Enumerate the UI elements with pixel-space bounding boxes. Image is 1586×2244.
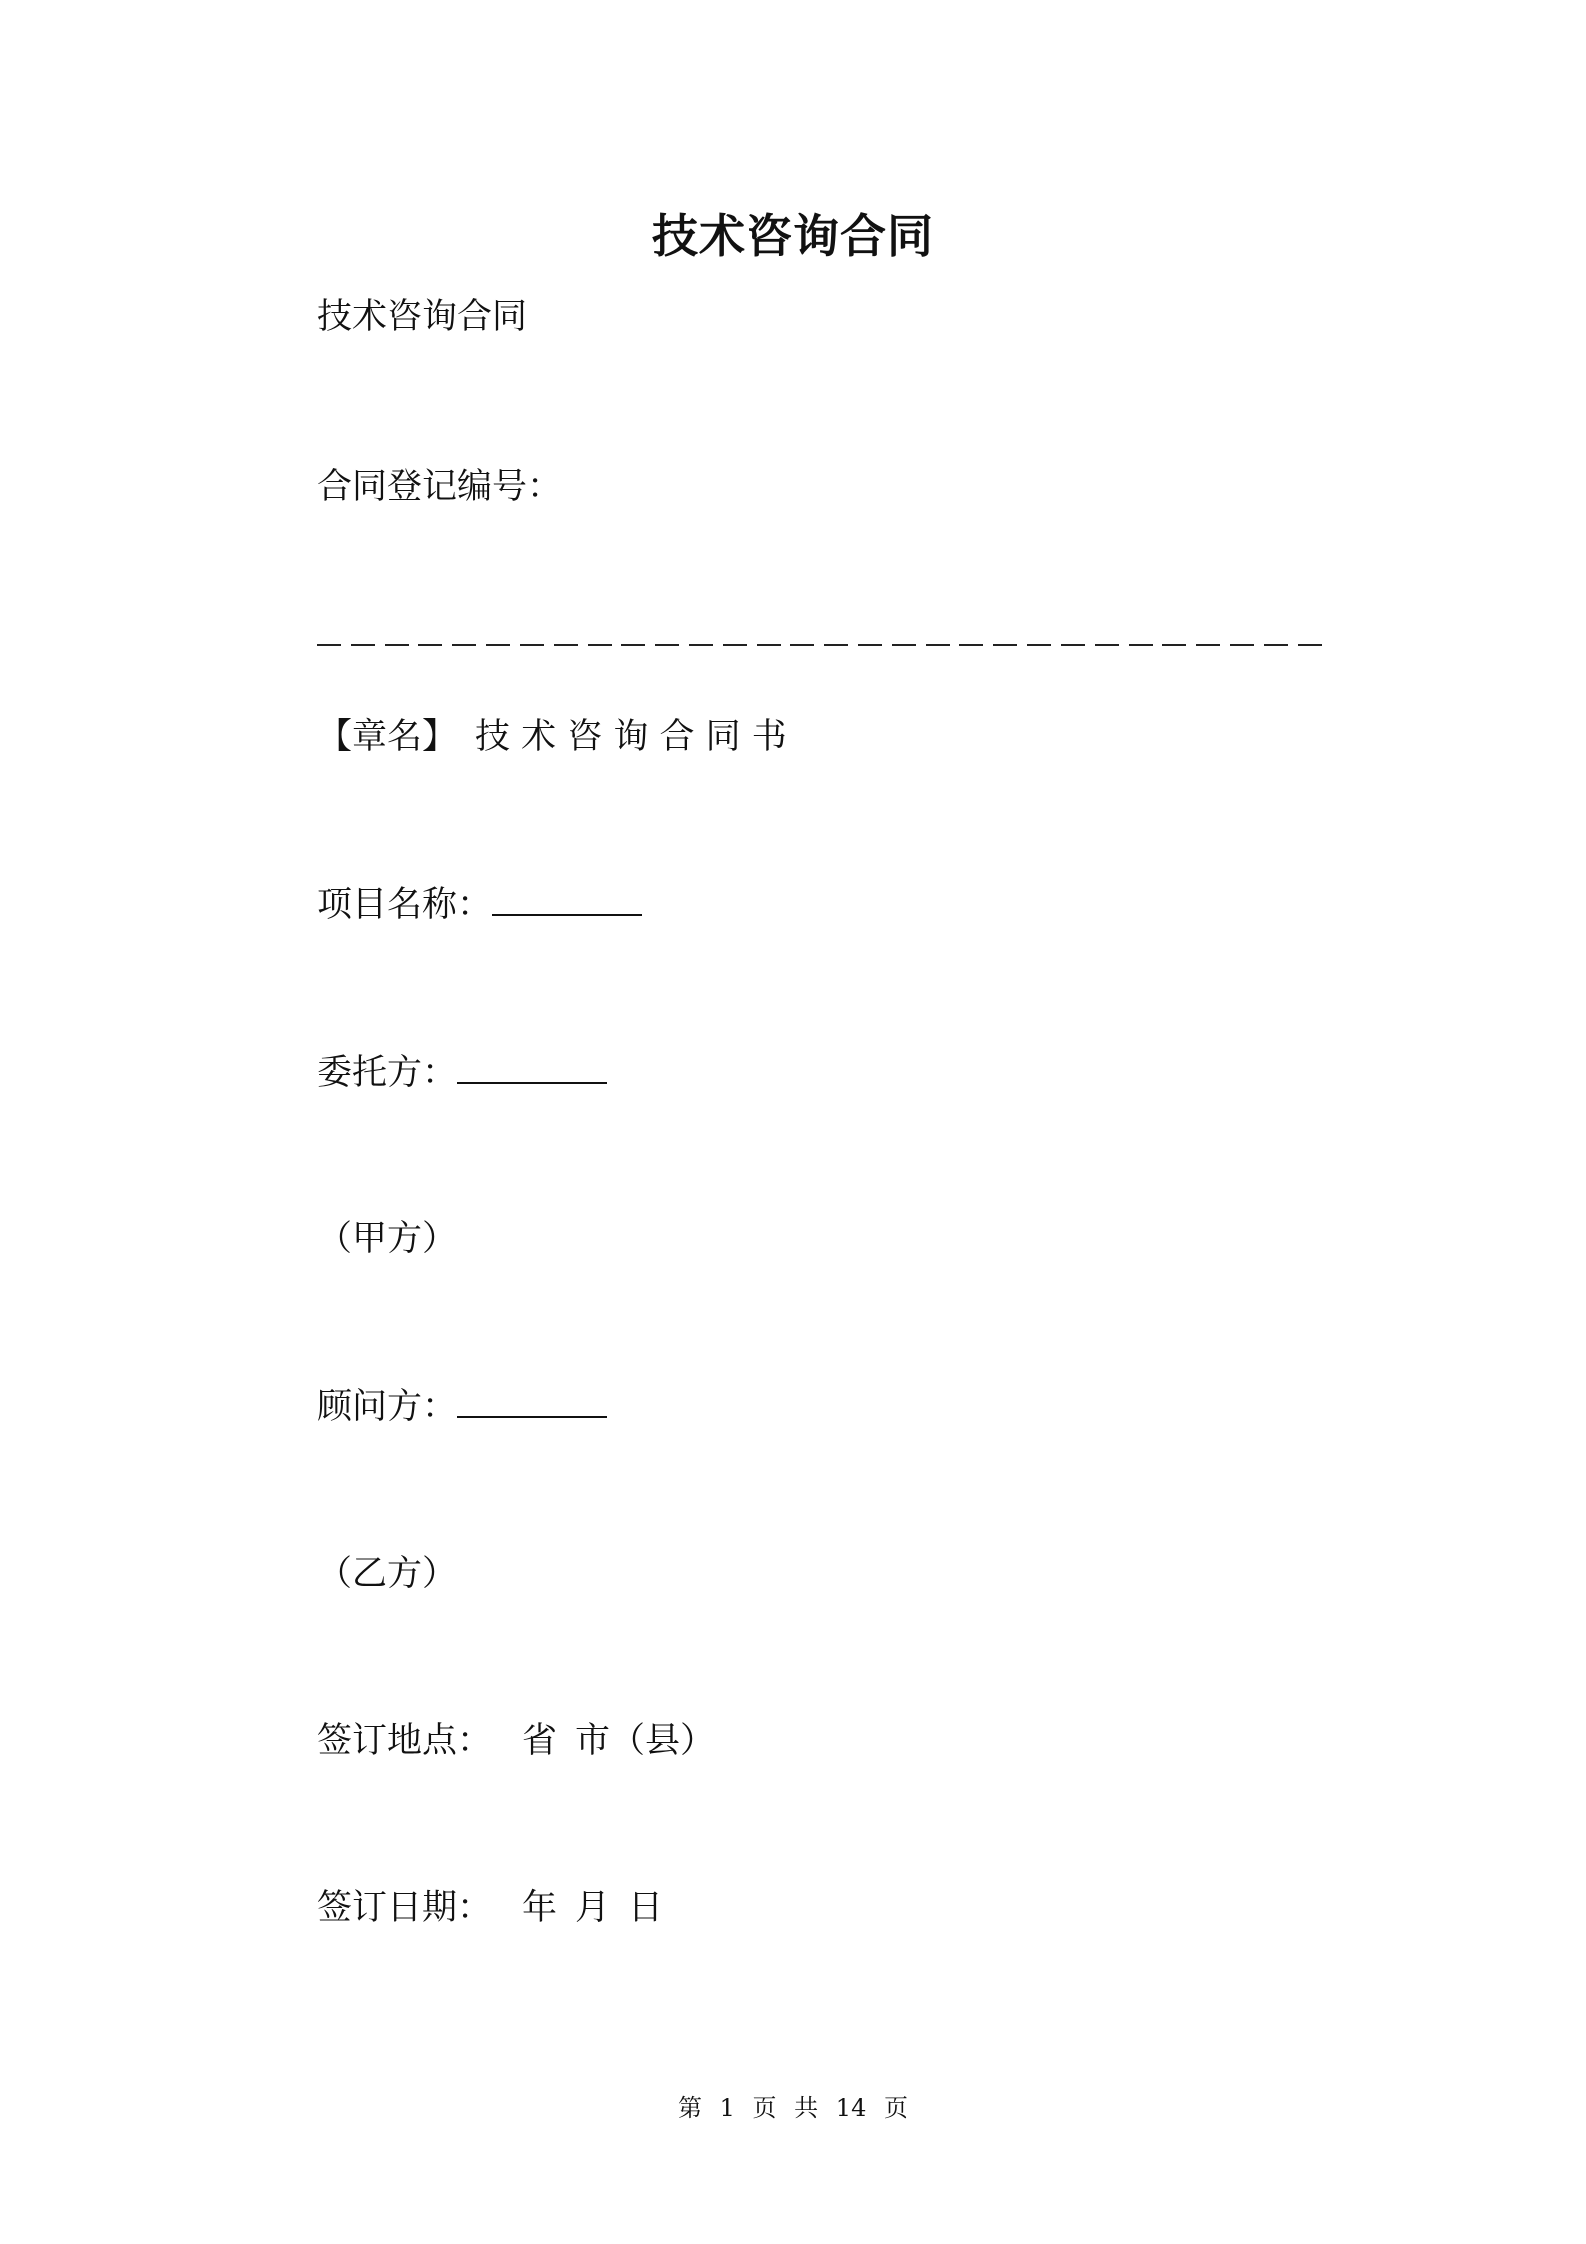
party-a-label: （甲方）	[317, 1219, 458, 1259]
signing-place-city: 市（县）	[575, 1721, 716, 1761]
consultant-line	[317, 1382, 607, 1432]
signing-date-line	[317, 1883, 663, 1933]
separator-dashes	[317, 620, 1322, 670]
date-day: 日	[628, 1888, 664, 1928]
signing-place-province: 省	[522, 1721, 558, 1761]
chapter-line	[317, 712, 787, 762]
client-line	[317, 1048, 607, 1098]
signing-place-line	[317, 1716, 715, 1766]
project-name-line	[317, 880, 642, 930]
consultant-label: 顾问方：	[317, 1387, 458, 1427]
chapter-bracket: 【章名】	[317, 717, 458, 757]
document-title: 技术咨询合同	[652, 209, 934, 263]
project-name-blank	[492, 886, 642, 916]
consultant-blank	[457, 1388, 607, 1418]
project-name-label: 项目名称：	[317, 885, 493, 925]
date-month: 月	[575, 1888, 611, 1928]
client-blank	[457, 1054, 607, 1084]
chapter-title: 技 术 咨 询 合 同 书	[475, 717, 787, 757]
date-year: 年	[522, 1888, 558, 1928]
signing-place-label: 签订地点：	[317, 1721, 493, 1761]
signing-date-label: 签订日期：	[317, 1888, 493, 1928]
client-label: 委托方：	[317, 1053, 458, 1093]
registration-number-label: 合同登记编号：	[317, 467, 563, 507]
document-subtitle: 技术咨询合同	[317, 297, 528, 337]
party-b-label: （乙方）	[317, 1554, 458, 1594]
page-number-footer: 第 1 页 共 14 页	[678, 2094, 908, 2122]
